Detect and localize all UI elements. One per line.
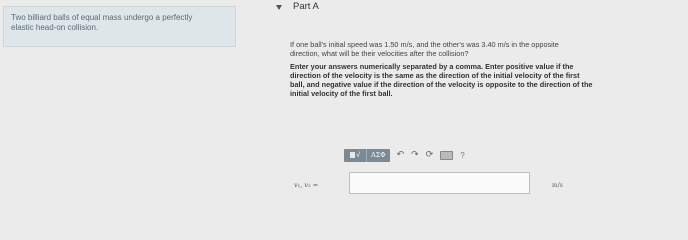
greek-symbols-button[interactable]: ΑΣΦ — [366, 149, 390, 162]
answer-label: v₁, v₂ = — [294, 181, 319, 189]
question-line: direction, what will be their velocities after the collision? — [290, 49, 469, 58]
reset-icon[interactable]: ⟳ — [425, 149, 434, 160]
instruction-line: direction of the velocity is the same as the direction of the initial velocity of the first — [290, 71, 580, 80]
instruction-line: Enter your answers numerically separated by a comma. Enter positive value if the — [290, 62, 574, 71]
question-text — [290, 40, 680, 58]
question-line: If one ball's initial speed was 1.50 m/s, and the other's was 3.40 m/s in the opposite — [290, 40, 559, 49]
answer-instructions — [290, 62, 680, 98]
unit-label: m/s — [552, 182, 563, 189]
template-box-icon — [350, 152, 355, 158]
instruction-line: ball, and negative value if the direction of the velocity is opposite to the direction of the — [290, 80, 593, 89]
keyboard-icon[interactable] — [440, 151, 453, 160]
undo-icon[interactable]: ↶ — [396, 149, 405, 160]
collapse-arrow-icon[interactable] — [276, 5, 282, 10]
problem-text-line: elastic head-on collision. — [11, 22, 99, 32]
sqrt-icon: √ — [356, 151, 360, 159]
redo-icon[interactable]: ↷ — [411, 149, 419, 160]
toolbar-button-group — [344, 149, 390, 162]
answer-input[interactable] — [349, 172, 530, 194]
help-button[interactable]: ? — [460, 150, 465, 160]
problem-statement — [3, 6, 236, 47]
problem-text-line: Two billiard balls of equal mass undergo a perfectly — [11, 13, 193, 22]
part-title[interactable]: Part A — [293, 1, 319, 12]
instruction-line: initial velocity of the first ball. — [290, 89, 393, 98]
math-toolbar — [344, 148, 465, 162]
question-content — [290, 40, 680, 98]
templates-button[interactable] — [344, 149, 366, 162]
